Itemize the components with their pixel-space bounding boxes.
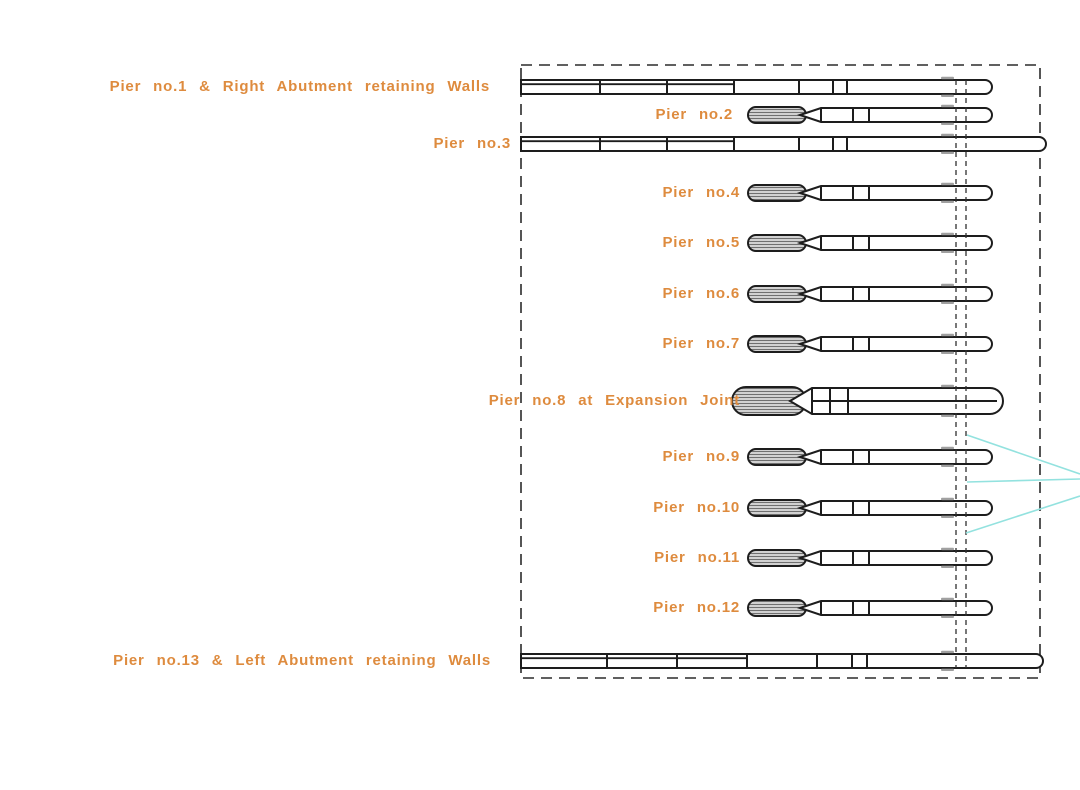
- pier-4-dimension-text-mark: [941, 201, 954, 203]
- boundary-box: [521, 65, 1040, 678]
- pier-7-body: [800, 337, 992, 351]
- pier-8-dimension-text-mark: [941, 415, 954, 417]
- pier-6-label: Pier no.6: [662, 285, 740, 302]
- pier-10-dimension-text-mark: [941, 498, 954, 500]
- pier-11-label: Pier no.11: [654, 549, 740, 566]
- pier-12-label: Pier no.12: [653, 599, 740, 616]
- pier-10-body: [800, 501, 992, 515]
- pier-5-dimension-text-mark: [941, 251, 954, 253]
- pier-12-dimension-text-mark: [941, 616, 954, 618]
- pier-6-dimension-text-mark: [941, 284, 954, 286]
- pier-5-dimension-text-mark: [941, 233, 954, 235]
- pier-10-dimension-text-mark: [941, 516, 954, 518]
- pier-5-body: [800, 236, 992, 250]
- pier-2-dimension-text-mark: [941, 123, 954, 125]
- pier-9-dimension-text-mark: [941, 465, 954, 467]
- pier-2-label: Pier no.2: [655, 106, 733, 123]
- pier-4-body: [800, 186, 992, 200]
- pier-1-wall-bar: [521, 80, 992, 94]
- pier-7-dimension-text-mark: [941, 334, 954, 336]
- pier-1-dimension-text-mark: [941, 95, 954, 97]
- pier-13-dimension-text-mark: [941, 669, 954, 671]
- pier-13-wall-bar: [521, 654, 1043, 668]
- pier-3-label: Pier no.3: [433, 135, 511, 152]
- pier-9-body: [800, 450, 992, 464]
- pier-9-label: Pier no.9: [662, 448, 740, 465]
- pier-12-body: [800, 601, 992, 615]
- pier-2-dimension-text-mark: [941, 105, 954, 107]
- leader-line: [967, 479, 1080, 482]
- pier-13-dimension-text-mark: [941, 651, 954, 653]
- pier-1-dimension-text-mark: [941, 77, 954, 79]
- pier-1-label: Pier no.1 & Right Abutment retaining Walls: [109, 78, 490, 95]
- pier-7-label: Pier no.7: [662, 335, 740, 352]
- pier-4-label: Pier no.4: [662, 184, 740, 201]
- pier-9-dimension-text-mark: [941, 447, 954, 449]
- pier-8-label: Pier no.8 at Expansion Joint: [488, 392, 740, 409]
- pier-12-dimension-text-mark: [941, 598, 954, 600]
- pier-6-dimension-text-mark: [941, 302, 954, 304]
- pier-2-body: [800, 108, 992, 122]
- pier-5-label: Pier no.5: [662, 234, 740, 251]
- pier-11-dimension-text-mark: [941, 548, 954, 550]
- pier-11-body: [800, 551, 992, 565]
- pier-11-dimension-text-mark: [941, 566, 954, 568]
- pier-6-body: [800, 287, 992, 301]
- pier-3-dimension-text-mark: [941, 152, 954, 154]
- pier-13-label: Pier no.13 & Left Abutment retaining Walls: [113, 652, 491, 669]
- pier-4-dimension-text-mark: [941, 183, 954, 185]
- pier-8-dimension-text-mark: [941, 385, 954, 387]
- pier-7-dimension-text-mark: [941, 352, 954, 354]
- pier-3-dimension-text-mark: [941, 134, 954, 136]
- pier-10-label: Pier no.10: [653, 499, 740, 516]
